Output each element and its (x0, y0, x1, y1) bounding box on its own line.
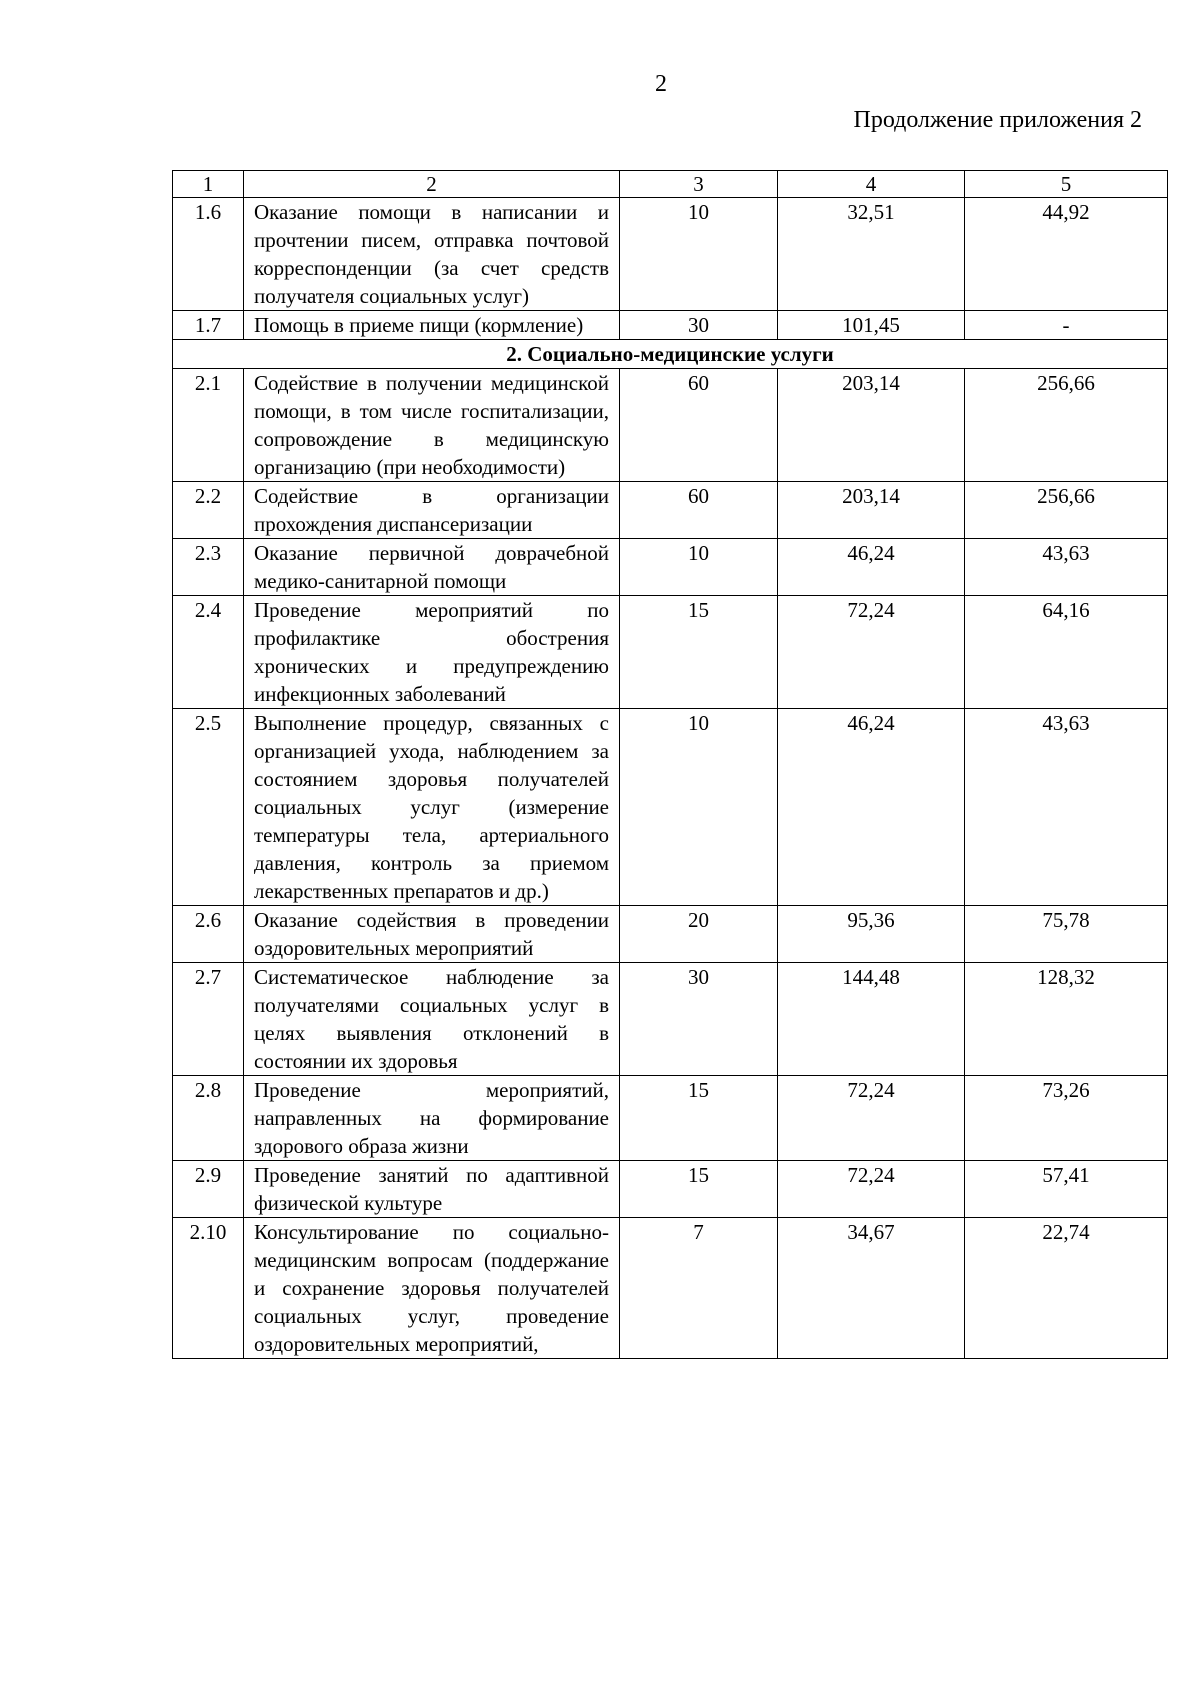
table-row (173, 1218, 1168, 1359)
row-number: 2.1 (173, 369, 244, 482)
section-title: 2. Социально-медицинские услуги (173, 340, 1168, 369)
service-name: Консультирование по социально-медицинским вопросам (поддержание и сохранение здоровья получателей социальных услуг, проведение оздоровительных мероприятий, (244, 1218, 620, 1359)
row-number: 1.6 (173, 198, 244, 311)
col5-value: 256,66 (965, 482, 1168, 539)
col3-value: 60 (620, 482, 778, 539)
col3-value: 60 (620, 369, 778, 482)
services-table (172, 170, 1168, 1359)
col4-value: 72,24 (778, 596, 965, 709)
col3-value: 10 (620, 709, 778, 906)
service-name: Проведение мероприятий по профилактике обострения хронических и предупреждению инфекционных заболеваний (244, 596, 620, 709)
section-row (173, 340, 1168, 369)
col5-value: 57,41 (965, 1161, 1168, 1218)
header-cell: 2 (244, 171, 620, 198)
row-number: 2.10 (173, 1218, 244, 1359)
col5-value: - (965, 311, 1168, 340)
col3-value: 15 (620, 1076, 778, 1161)
service-name: Оказание помощи в написании и прочтении писем, отправка почтовой корреспонденции (за счет средств получателя социальных услуг) (244, 198, 620, 311)
service-name: Оказание первичной доврачебной медико-санитарной помощи (244, 539, 620, 596)
col4-value: 46,24 (778, 539, 965, 596)
col4-value: 101,45 (778, 311, 965, 340)
row-number: 2.9 (173, 1161, 244, 1218)
row-number: 2.8 (173, 1076, 244, 1161)
row-number: 1.7 (173, 311, 244, 340)
service-name: Выполнение процедур, связанных с организацией ухода, наблюдением за состоянием здоровья получателей социальных услуг (измерение температуры тела, артериального давления, контроль за приемом лекарственных препаратов и др.) (244, 709, 620, 906)
table-row (173, 709, 1168, 906)
table-row (173, 906, 1168, 963)
col4-value: 203,14 (778, 369, 965, 482)
col3-value: 10 (620, 198, 778, 311)
table-row (173, 1076, 1168, 1161)
table-row (173, 369, 1168, 482)
col5-value: 256,66 (965, 369, 1168, 482)
col3-value: 15 (620, 1161, 778, 1218)
col3-value: 30 (620, 311, 778, 340)
row-number: 2.3 (173, 539, 244, 596)
service-name: Проведение занятий по адаптивной физической культуре (244, 1161, 620, 1218)
service-name: Содействие в организации прохождения диспансеризации (244, 482, 620, 539)
col4-value: 72,24 (778, 1076, 965, 1161)
col3-value: 7 (620, 1218, 778, 1359)
row-number: 2.6 (173, 906, 244, 963)
row-number: 2.7 (173, 963, 244, 1076)
service-name: Помощь в приеме пищи (кормление) (244, 311, 620, 340)
page-number: 2 (655, 71, 667, 97)
table-row (173, 1161, 1168, 1218)
table-row (173, 482, 1168, 539)
col4-value: 46,24 (778, 709, 965, 906)
row-number: 2.2 (173, 482, 244, 539)
table-row (173, 963, 1168, 1076)
service-name: Оказание содействия в проведении оздоровительных мероприятий (244, 906, 620, 963)
table-row (173, 311, 1168, 340)
col4-value: 34,67 (778, 1218, 965, 1359)
header-cell: 5 (965, 171, 1168, 198)
header-cell: 1 (173, 171, 244, 198)
col4-value: 32,51 (778, 198, 965, 311)
table-row (173, 596, 1168, 709)
continuation-heading: Продолжение приложения 2 (853, 107, 1142, 133)
service-name: Систематическое наблюдение за получателями социальных услуг в целях выявления отклонений в состоянии их здоровья (244, 963, 620, 1076)
row-number: 2.4 (173, 596, 244, 709)
col4-value: 144,48 (778, 963, 965, 1076)
col4-value: 72,24 (778, 1161, 965, 1218)
header-cell: 3 (620, 171, 778, 198)
col5-value: 75,78 (965, 906, 1168, 963)
table-row (173, 198, 1168, 311)
col5-value: 64,16 (965, 596, 1168, 709)
col4-value: 203,14 (778, 482, 965, 539)
row-number: 2.5 (173, 709, 244, 906)
col3-value: 30 (620, 963, 778, 1076)
col5-value: 22,74 (965, 1218, 1168, 1359)
col5-value: 73,26 (965, 1076, 1168, 1161)
header-row (173, 171, 1168, 198)
col5-value: 43,63 (965, 539, 1168, 596)
col3-value: 10 (620, 539, 778, 596)
col5-value: 128,32 (965, 963, 1168, 1076)
service-name: Проведение мероприятий, направленных на формирование здорового образа жизни (244, 1076, 620, 1161)
col3-value: 20 (620, 906, 778, 963)
col3-value: 15 (620, 596, 778, 709)
service-name: Содействие в получении медицинской помощи, в том числе госпитализации, сопровождение в медицинскую организацию (при необходимости) (244, 369, 620, 482)
col4-value: 95,36 (778, 906, 965, 963)
col5-value: 44,92 (965, 198, 1168, 311)
table-row (173, 539, 1168, 596)
col5-value: 43,63 (965, 709, 1168, 906)
header-cell: 4 (778, 171, 965, 198)
